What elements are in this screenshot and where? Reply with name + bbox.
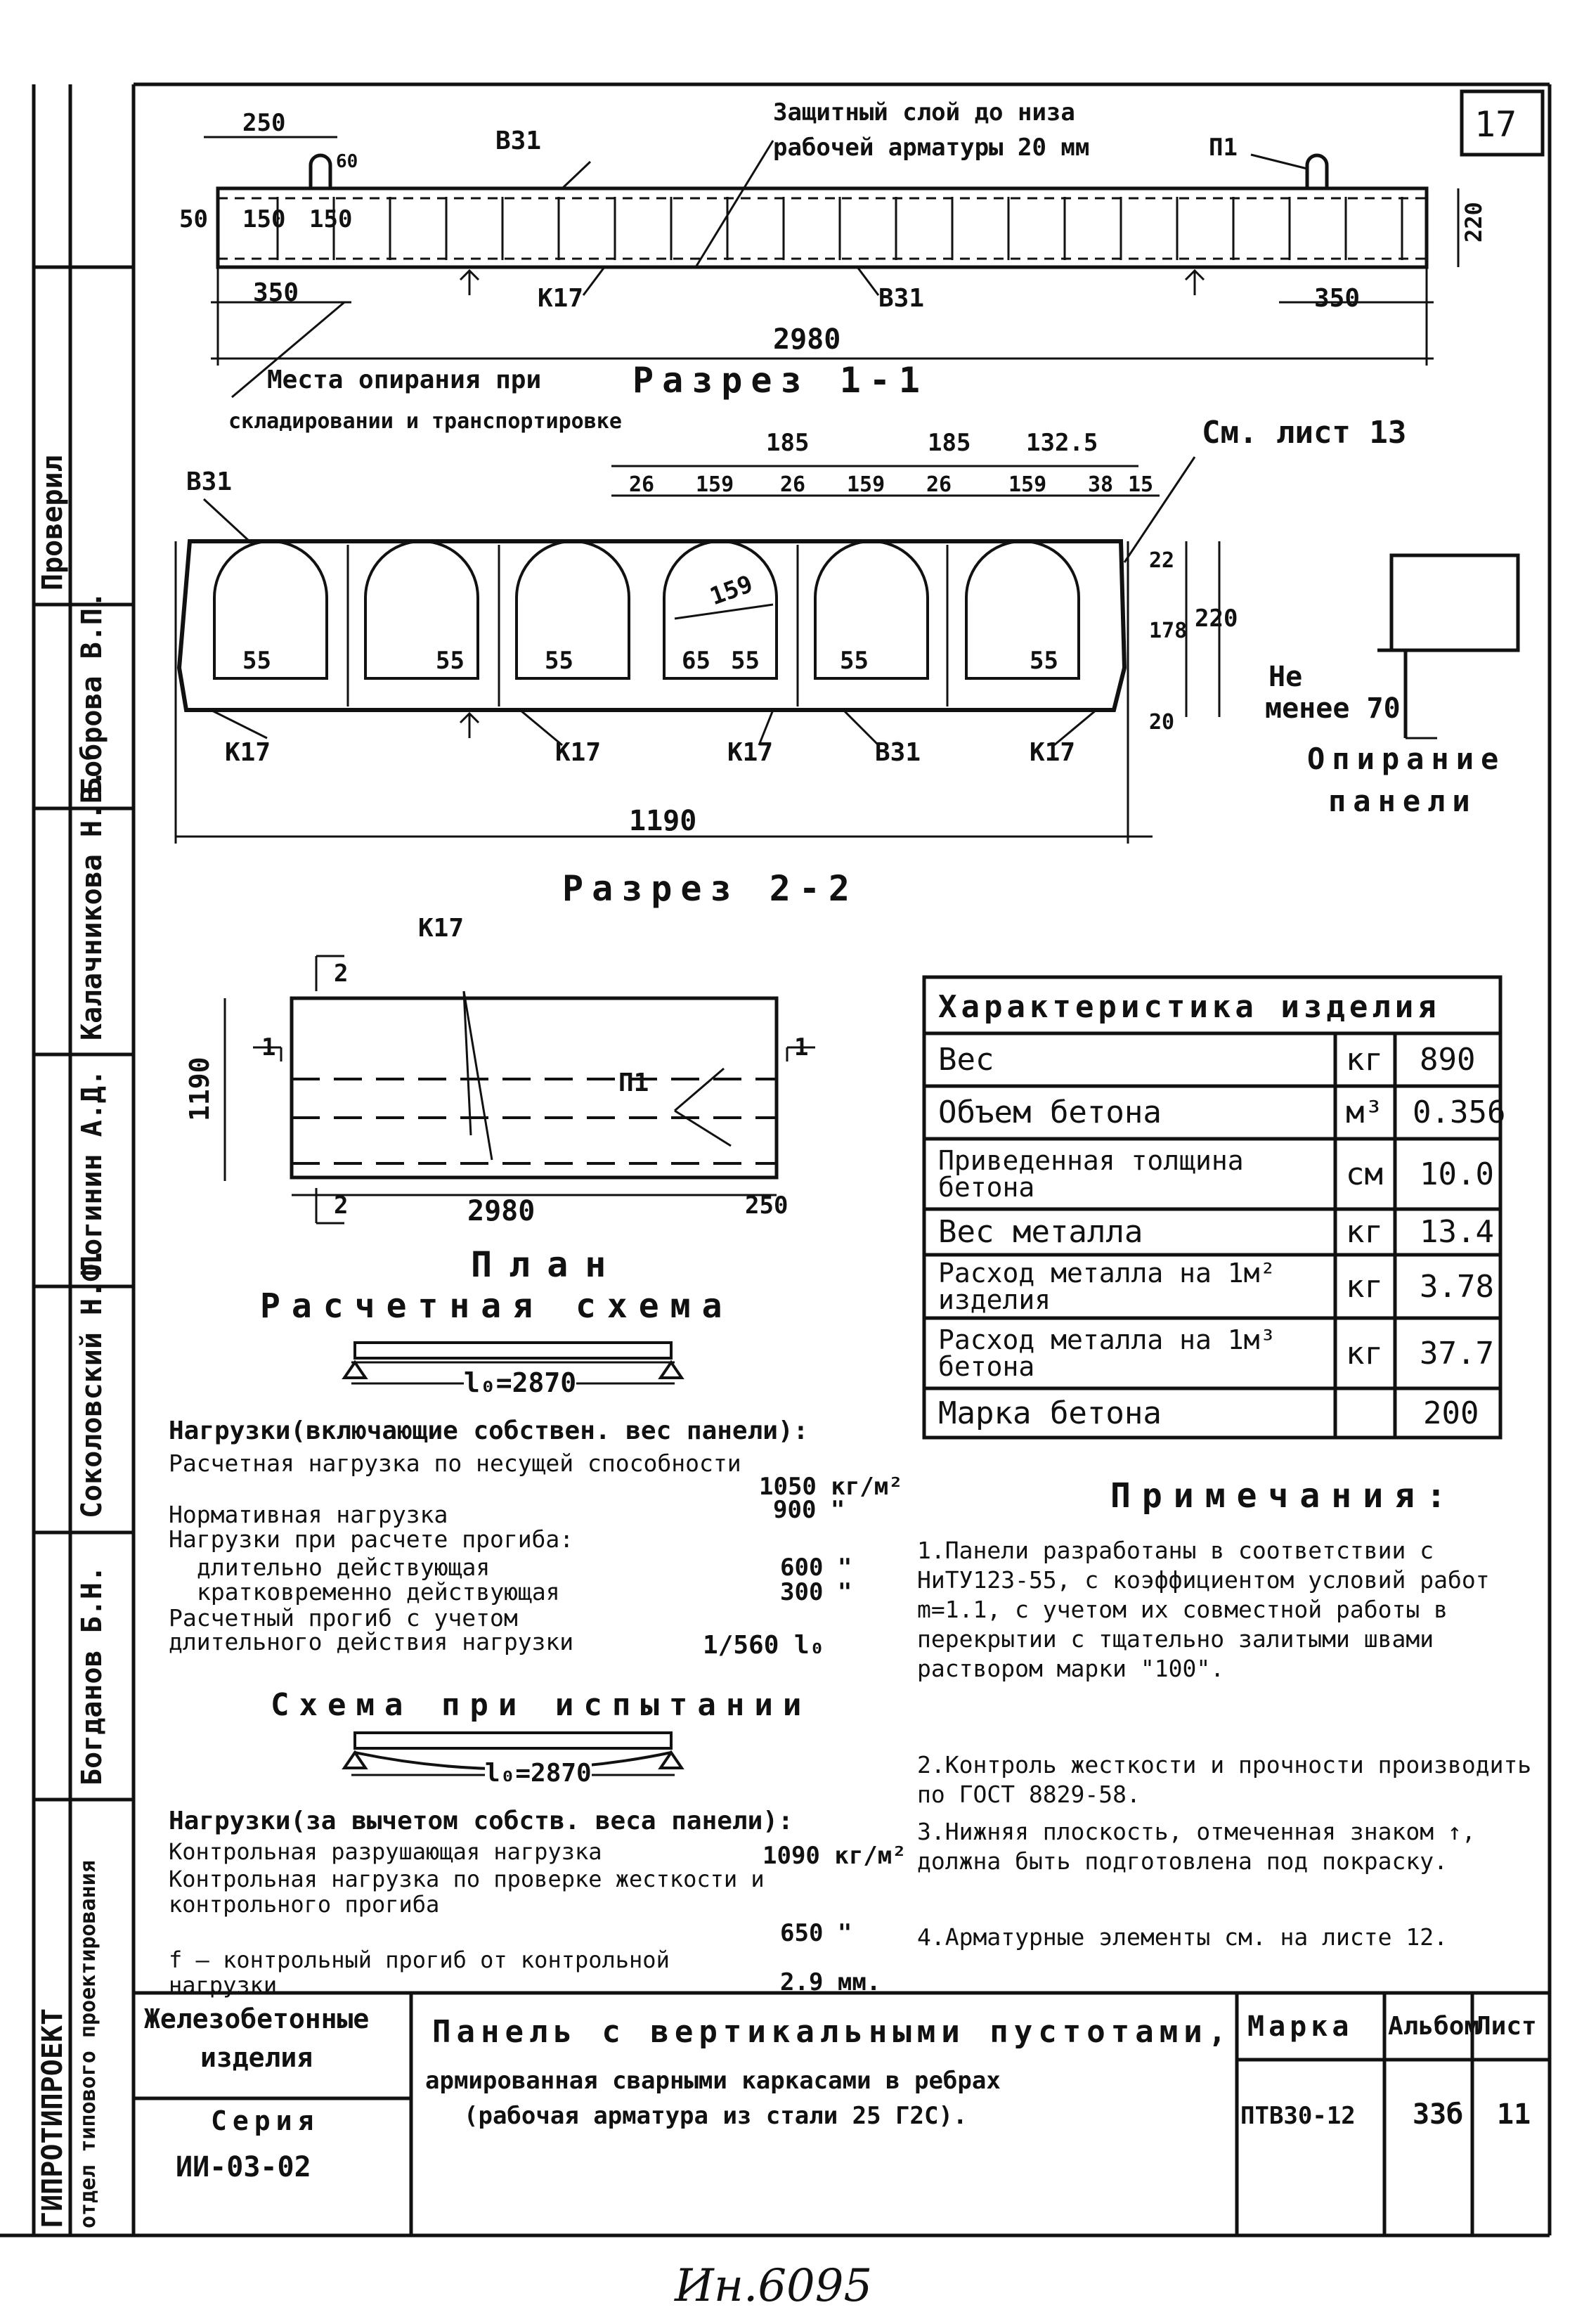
char-row-5-value: 37.7 (1420, 1335, 1494, 1371)
stamp-sig-2: Соколовский Н.Ф. (76, 1247, 108, 1518)
s2-bottom-mark-3: В31 (875, 738, 921, 767)
char-row-3-unit: кг (1346, 1214, 1383, 1250)
s1-mark-v31-bottom: В31 (878, 284, 925, 313)
plan-mark-p1: П1 (618, 1069, 649, 1097)
stamp-role-6: Проверил (37, 455, 69, 590)
plan-mark-2-top: 2 (334, 960, 349, 988)
s2-mark-v31: В31 (186, 467, 233, 496)
corner-number: 17 (1474, 104, 1517, 145)
design-load-0-value: 1050 кг/м² (759, 1473, 903, 1501)
test-scheme-span: l₀=2870 (485, 1759, 592, 1788)
s1-dim-2980: 2980 (773, 323, 841, 356)
s2-see-sheet: См. лист 13 (1202, 415, 1407, 451)
tb-title-1: Панель с вертикальными пустотами, (432, 2014, 1233, 2050)
char-row-1-name: Объем бетона (938, 1095, 1162, 1130)
s2-dim-220: 220 (1195, 605, 1238, 633)
note-2: 2.Контроль жесткости и прочности производить по ГОСТ 8829-58. (917, 1751, 1532, 1808)
stamp-sig-3: Логинин А.Д. (76, 1069, 108, 1272)
s1-mark-p1: П1 (1209, 134, 1238, 162)
test-scheme-title: Схема при испытании (271, 1687, 812, 1723)
tb-album-label: Альбом (1388, 2012, 1480, 2041)
design-load-4-value: 300 " (780, 1578, 852, 1606)
s2-rib-dim-5: 55 (840, 647, 869, 675)
char-row-5-name: Расход металла на 1м³ бетона (938, 1324, 1276, 1382)
tb-sheet-label: Лист (1476, 2012, 1537, 2041)
s2-rib-dim-1: 55 (436, 647, 465, 675)
s2-dim-small-0: 26 (629, 472, 655, 497)
s1-support-note-2: складировании и транспортировке (228, 409, 622, 434)
s2-dim-small-4: 26 (926, 472, 952, 497)
s1-mark-v31-top: В31 (495, 127, 542, 155)
stamp-dept: отдел типового проектирования (76, 1860, 100, 2228)
s2-bottom-mark-0: К17 (225, 738, 271, 767)
s2-dim-small-1: 159 (696, 472, 734, 497)
design-load-5-value: 1/560 l₀ (703, 1631, 825, 1660)
note-1: 1.Панели разработаны в соответствии с НиТУ123-55, с коэффициентом условий работ m=1.1, с учетом их совместной работы в перекрытии с тщательно залитыми швами раствором марки "100". (917, 1537, 1490, 1682)
plan-dim-250: 250 (745, 1192, 788, 1220)
s1-dim-60: 60 (336, 151, 358, 172)
s2-dim-small-3: 159 (847, 472, 885, 497)
s1-support-note-1: Места опирания при (267, 366, 542, 394)
s1-dim-150a: 150 (242, 205, 286, 233)
char-row-4-value: 3.78 (1420, 1268, 1494, 1305)
tb-album: 33б (1413, 2098, 1464, 2131)
design-load-3-value: 600 " (780, 1554, 852, 1582)
s2-dim-178: 178 (1149, 619, 1188, 643)
test-load-0-value: 1090 кг/м² (762, 1842, 907, 1870)
support-title-2: панели (1328, 784, 1477, 818)
test-load-1-value: 650 " (780, 1919, 852, 1947)
char-row-2-value: 10.0 (1420, 1156, 1494, 1192)
design-scheme-span: l₀=2870 (464, 1367, 577, 1398)
s2-diameter: 159 (706, 569, 757, 612)
s2-dim-22: 22 (1149, 548, 1175, 573)
design-load-0-label: Расчетная нагрузка по несущей способности (169, 1450, 741, 1477)
s2-dim-185b: 185 (928, 429, 971, 457)
char-row-0-value: 890 (1420, 1042, 1476, 1078)
char-row-3-value: 13.4 (1420, 1214, 1494, 1250)
test-loads-header: Нагрузки(за вычетом собств. веса панели): (169, 1807, 793, 1835)
support-note-1: Не (1268, 661, 1303, 693)
s2-rib-dim-6: 55 (1030, 647, 1058, 675)
char-row-0-unit: кг (1346, 1042, 1383, 1078)
note-4: 4.Арматурные элементы см. на листе 12. (917, 1923, 1448, 1951)
char-row-5-unit: кг (1346, 1335, 1383, 1371)
plan-title: План (471, 1244, 623, 1285)
s1-cover-note-1: Защитный слой до низа (773, 98, 1075, 127)
tb-title-2: армированная сварными каркасами в ребрах (425, 2067, 1001, 2095)
s2-rib-dim-2: 55 (545, 647, 573, 675)
design-load-3-label: длительно действующая (197, 1554, 491, 1581)
s2-dim-185a: 185 (766, 429, 810, 457)
design-load-4-label: кратковременно действующая (197, 1578, 560, 1606)
char-row-4-unit: кг (1346, 1268, 1383, 1305)
s2-rib-dim-3: 65 (682, 647, 710, 675)
test-load-1-label: Контрольная нагрузка по проверке жесткости и контрольного прогиба (169, 1866, 765, 1918)
plan-dim-2980: 2980 (467, 1195, 536, 1227)
s1-dim-50: 50 (179, 205, 208, 233)
note-3: 3.Нижняя плоскость, отмеченная знаком ↑, должна быть подготовлена под покраску. (917, 1818, 1476, 1875)
s2-dim-small-6: 38 (1088, 472, 1114, 497)
design-loads-header: Нагрузки(включающие собствен. вес панели): (169, 1416, 809, 1445)
plan-mark-2-bottom: 2 (334, 1192, 349, 1220)
support-note-2: менее 70 (1265, 692, 1401, 725)
tb-series: ИИ-03-02 (176, 2151, 311, 2183)
s1-dim-250: 250 (242, 109, 286, 137)
stamp-sig-5: Боброва В.П. (76, 591, 108, 794)
handwritten-inventory: Ин.6095 (675, 2260, 873, 2312)
char-row-6-value: 200 (1423, 1395, 1479, 1431)
plan-drawing (225, 956, 815, 1223)
test-load-2-value: 2.9 мм. (780, 1968, 881, 1996)
s1-dim-150b: 150 (309, 205, 353, 233)
notes-title: Примечания: (1110, 1476, 1458, 1516)
design-load-1-value: 900 " (773, 1496, 845, 1524)
s2-dim-small-7: 15 (1128, 472, 1154, 497)
stamp-sig-1: Богданов Б.Н. (76, 1565, 108, 1786)
design-load-5-label: Расчетный прогиб с учетом длительного действия нагрузки (169, 1604, 574, 1655)
s1-dim-350-left: 350 (253, 278, 299, 307)
char-row-1-value: 0.356 (1413, 1095, 1506, 1130)
section-1-1-drawing (204, 137, 1458, 397)
s2-bottom-mark-1: К17 (555, 738, 602, 767)
plan-mark-1-right: 1 (794, 1033, 809, 1061)
s2-width: 1190 (629, 805, 697, 837)
s1-title: Разрез 1-1 (632, 360, 929, 401)
s2-dim-small-5: 159 (1008, 472, 1047, 497)
s2-rib-dim-4: 55 (731, 647, 760, 675)
design-scheme-title: Расчетная схема (260, 1286, 734, 1326)
plan-dim-1190: 1190 (184, 1057, 215, 1121)
s2-rib-dim-0: 55 (242, 647, 271, 675)
char-row-1-unit: м³ (1346, 1095, 1383, 1130)
char-row-2-unit: см (1346, 1156, 1383, 1192)
char-row-4-name: Расход металла на 1м² изделия (938, 1258, 1276, 1315)
char-row-6-name: Марка бетона (938, 1395, 1162, 1431)
plan-mark-k17: К17 (418, 914, 465, 943)
char-row-0-name: Вес (938, 1042, 994, 1078)
s1-mark-k17: К17 (538, 284, 584, 313)
char-row-3-name: Вес металла (938, 1214, 1143, 1250)
test-load-2-label: f — контрольный прогиб от контрольной нагрузки (169, 1947, 670, 1999)
test-load-0-label: Контрольная разрушающая нагрузка (169, 1838, 602, 1865)
tb-category-1: Железобетонные (144, 2003, 370, 2034)
s1-dim-350-right: 350 (1314, 284, 1361, 313)
stamp-org: ГИПРОТИПРОЕКТ (37, 2008, 69, 2228)
plan-mark-1-left: 1 (261, 1033, 276, 1061)
tb-series-label: Серия (211, 2105, 320, 2136)
s2-bottom-mark-2: К17 (727, 738, 774, 767)
tb-mark-label: Марка (1247, 2010, 1354, 2043)
s2-dim-small-2: 26 (780, 472, 806, 497)
support-title-1: Опирание (1307, 742, 1506, 776)
tb-category-2: изделия (200, 2042, 313, 2073)
stamp-sig-4: Калачникова Н.В. (76, 769, 108, 1040)
s2-dim-20: 20 (1149, 710, 1175, 735)
s1-cover-note-2: рабочей арматуры 20 мм (773, 134, 1090, 162)
design-load-2-label: Нагрузки при расчете прогиба: (169, 1525, 574, 1553)
s1-dim-220: 220 (1460, 202, 1487, 243)
tb-title-3: (рабочая арматура из стали 25 Г2С). (464, 2102, 968, 2130)
design-load-1-label: Нормативная нагрузка (169, 1501, 448, 1528)
char-row-2-name: Приведенная толщина бетона (938, 1145, 1244, 1203)
s2-dim-132-5: 132.5 (1026, 429, 1098, 457)
tb-mark: ПТВ30-12 (1240, 2102, 1356, 2130)
tb-sheet: 11 (1497, 2098, 1531, 2131)
char-table-title: Характеристика изделия (938, 989, 1441, 1025)
s2-title: Разрез 2-2 (562, 868, 859, 909)
s2-bottom-mark-4: К17 (1030, 738, 1076, 767)
